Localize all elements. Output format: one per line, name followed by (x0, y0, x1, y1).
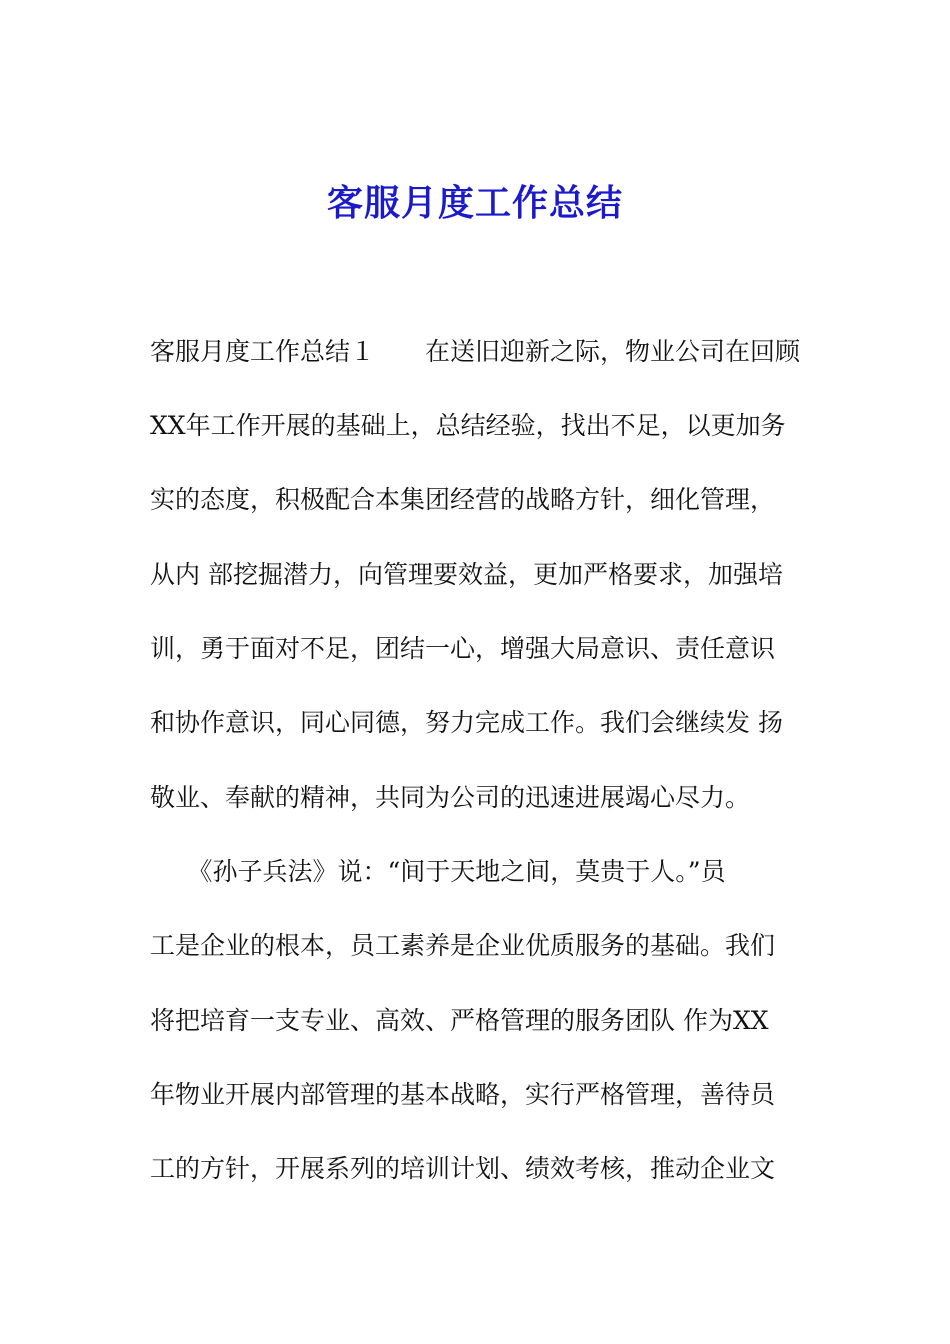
paragraph-line-12: 工的方针，开展系列的培训计划、绩效考核，推动企业文 (150, 1154, 776, 1183)
paragraph-line-8: 《孙子兵法》说：“间于天地之间，莫贵于人。”员 (150, 857, 726, 886)
paragraph-line-7: 敬业、奉献的精神，共同为公司的迅速进展竭心尽力。 (150, 783, 751, 812)
paragraph-line-6: 和协作意识，同心同德，努力完成工作。我们会继续发 扬 (150, 708, 783, 737)
paragraph-line-5: 训，勇于面对不足，团结一心，增强大局意识、责任意识 (150, 634, 776, 663)
paragraph-line-11: 年物业开展内部管理的基本战略，实行严格管理，善待员 (150, 1080, 776, 1109)
paragraph-line-10: 将把培育一支专业、高效、严格管理的服务团队 作为XX (150, 1006, 769, 1035)
paragraph-line-1: 客服月度工作总结１ 在送旧迎新之际，物业公司在回顾 (150, 337, 801, 366)
paragraph-line-3: 实的态度，积极配合本集团经营的战略方针，细化管理， (150, 485, 776, 514)
paragraph-line-2: XX年工作开展的基础上，总结经验，找出不足，以更加务 (150, 411, 786, 440)
document-title: 客服月度工作总结 (326, 182, 623, 224)
paragraph-line-9: 工是企业的根本，员工素养是企业优质服务的基础。我们 (150, 931, 776, 960)
paragraph-line-4: 从内 部挖掘潜力，向管理要效益，更加严格要求，加强培 (150, 560, 783, 589)
